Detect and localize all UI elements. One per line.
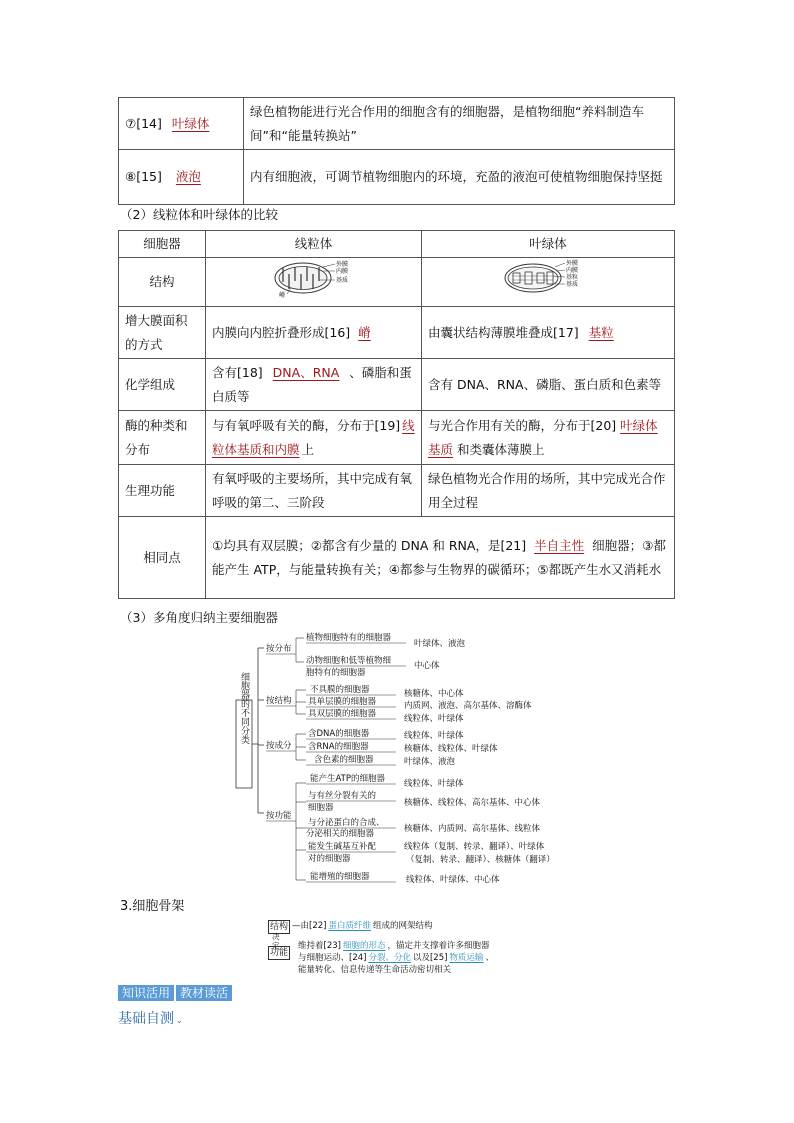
mito-cell: 内膜向内腔折叠形成[16] 嵴 (206, 307, 422, 359)
chevron-down-icon: ⌄ (176, 1016, 183, 1025)
leaf-label: 含RNA的细胞器 (308, 742, 369, 752)
function-tag: 功能 (270, 948, 289, 958)
label-outer: 外膜 (566, 260, 579, 267)
leaf-label: 不具膜的细胞器 (310, 685, 370, 695)
organelle-classification-tree (230, 628, 590, 890)
label-stroma: 基质 (566, 281, 579, 288)
leaf-label: 植物细胞特有的细胞器 (306, 633, 392, 643)
leaf-value: 线粒体、叶绿体 (404, 714, 464, 724)
answer-blank: 嵴 (358, 324, 371, 340)
section-title: 3.细胞骨架 (120, 899, 185, 914)
mito-cell: 与有氧呼吸有关的酶，分布于[19] 线粒体基质和内膜 上 (206, 411, 422, 465)
structure-tag: 结构 (270, 922, 289, 932)
label-inner: 内膜 (566, 267, 579, 274)
row-label: 结构 (119, 258, 206, 307)
answer-blank: 半自主性 (534, 537, 585, 553)
mitochondrion-diagram-cell (206, 258, 422, 307)
leaf-label: 对的细胞器 (308, 854, 351, 864)
table-row (119, 258, 675, 307)
table-row (119, 411, 675, 465)
chloroplast-diagram (503, 258, 593, 298)
decide-label: 决定 (272, 932, 280, 950)
leaf-label: 分泌相关的细胞器 (306, 829, 375, 839)
leaf-label: 与分泌蛋白的合成、 (308, 818, 385, 828)
label-cristae: 嵴 (278, 292, 285, 298)
chloro-cell: 由囊状结构薄膜堆叠成[17] 基粒 (422, 307, 675, 359)
leaf-value: 叶绿体、液泡 (404, 757, 456, 767)
leaf-label: 含DNA的细胞器 (308, 729, 370, 739)
header-cell: 叶绿体 (422, 231, 675, 258)
label-outer: 外膜 (335, 261, 348, 268)
leaf-label: 含色素的细胞器 (314, 755, 374, 765)
answer-blank: 线粒体基质和内膜 (212, 417, 415, 457)
cyto-line-1: —由[22] 蛋白质纤维 组成的网架结构 (292, 921, 433, 931)
answer-blank: 叶绿体 (171, 115, 210, 131)
table-row (119, 517, 675, 599)
row-label: 化学组成 (119, 359, 206, 411)
row-label: ⑧[15] 液泡 (119, 150, 244, 205)
answer-blank: 分裂、分化 (368, 953, 411, 963)
table-row (119, 465, 675, 517)
label-inner: 内膜 (335, 268, 348, 275)
chloro-cell: 含有 DNA、RNA、磷脂、蛋白质和色素等 (422, 359, 675, 411)
leaf-label: 细胞器 (308, 803, 334, 813)
row-label: ⑦[14] 叶绿体 (119, 98, 244, 150)
answer-blank: 细胞的形态 (342, 941, 386, 951)
row-label: 生理功能 (119, 465, 206, 517)
leaf-label: 能增殖的细胞器 (310, 872, 370, 882)
common-cell: ①均具有双层膜；②都含有少量的 DNA 和 RNA，是[21] 半自主性 细胞器；③都能产生 ATP，与能量转换有关；④都参与生物界的碳循环；⑤都既产生水又消耗水 (206, 517, 675, 599)
mitochondrion-diagram (269, 258, 359, 298)
label-matrix: 基质 (335, 277, 348, 284)
cyto-line-2: 维持着[23] 细胞的形态 ，锚定并支撑着许多细胞器 (298, 941, 490, 951)
branch-label: 按功能 (266, 811, 292, 821)
leaf-value: 核糖体、内质网、高尔基体、线粒体 (404, 824, 541, 834)
cyto-line-3: 与细胞运动、[24] 分裂、分化 以及[25] 物质运输 、 (298, 953, 494, 963)
chloroplast-diagram-cell (422, 258, 675, 307)
branch-label: 按成分 (266, 741, 292, 751)
cyto-line-4: 能量转化、信息传递等生命活动密切相关 (298, 965, 452, 975)
branch-label: 按结构 (266, 696, 292, 706)
answer-blank: 基粒 (588, 324, 614, 340)
answer-blank: 蛋白质纤维 (328, 921, 371, 931)
leaf-label: 具双层膜的细胞器 (308, 709, 377, 719)
row-label: 酶的种类和分布 (119, 411, 206, 465)
table-header-row (119, 231, 675, 258)
leaf-value: 线粒体（复制、转录、翻译）、叶绿体 (404, 842, 545, 852)
section-caption: （3）多角度归纳主要细胞器 (120, 610, 278, 625)
section-caption: （2）线粒体和叶绿体的比较 (120, 207, 278, 222)
leaf-label: 与有丝分裂有关的 (308, 791, 377, 801)
table-row (119, 98, 675, 150)
cytoskeleton-diagram (268, 918, 588, 980)
leaf-value: 核糖体、线粒体、叶绿体 (404, 744, 498, 754)
header-cell: 线粒体 (206, 231, 422, 258)
row-label: 增大膜面积的方式 (119, 307, 206, 359)
row-description: 绿色植物能进行光合作用的细胞含有的细胞器，是植物细胞“养料制造车间”和“能量转换站” (244, 98, 675, 150)
leaf-label: 动物细胞和低等植物细 (306, 656, 392, 666)
tag-knowledge: 知识活用 (118, 985, 174, 1001)
leaf-value: 核糖体、线粒体、高尔基体、中心体 (404, 798, 541, 808)
answer-blank: DNA、RNA (272, 364, 340, 380)
knowledge-tags (118, 985, 234, 1001)
leaf-label: 能产生ATP的细胞器 (310, 774, 385, 784)
chloro-cell: 绿色植物光合作用的场所，其中完成光合作用全过程 (422, 465, 675, 517)
leaf-value: 中心体 (414, 661, 440, 671)
leaf-value: 核糖体、中心体 (404, 689, 464, 699)
answer-blank: 物质运输 (449, 953, 484, 963)
mito-cell: 含有[18] DNA、RNA 、磷脂和蛋白质等 (206, 359, 422, 411)
organelle-table-continued (118, 97, 675, 205)
root-label: 细胞器的不同分类 (239, 672, 249, 744)
leaf-label: 能发生碱基互补配 (308, 842, 377, 852)
leaf-value: 内质网、液泡、高尔基体、溶酶体 (404, 701, 532, 711)
table-row (119, 150, 675, 205)
label-grana: 基粒 (566, 274, 579, 281)
header-cell: 细胞器 (119, 231, 206, 258)
mito-cell: 有氧呼吸的主要场所，其中完成有氧呼吸的第二、三阶段 (206, 465, 422, 517)
self-test-heading: 基础自测 ⌄ (118, 1011, 183, 1027)
row-description: 内有细胞液，可调节植物细胞内的环境，充盈的液泡可使植物细胞保持坚挺 (244, 150, 675, 205)
leaf-label: 胞特有的细胞器 (306, 668, 366, 678)
leaf-value: 线粒体、叶绿体 (404, 731, 464, 741)
leaf-value: 线粒体、叶绿体 (404, 779, 464, 789)
branch-label: 按分布 (266, 644, 292, 654)
tag-textbook: 教材读活 (176, 985, 232, 1001)
leaf-label: 具单层膜的细胞器 (308, 697, 377, 707)
leaf-value: （复制、转录、翻译）、核糖体（翻译） (406, 855, 555, 865)
chloro-cell: 与光合作用有关的酶，分布于[20] 叶绿体基质 和类囊体薄膜上 (422, 411, 675, 465)
row-label: 相同点 (119, 517, 206, 599)
leaf-value: 叶绿体、液泡 (414, 639, 466, 649)
table-row (119, 307, 675, 359)
answer-blank: 液泡 (175, 169, 201, 184)
table-row (119, 359, 675, 411)
leaf-value: 线粒体、叶绿体、中心体 (406, 875, 500, 885)
mito-chloro-comparison-table (118, 230, 675, 599)
answer-blank: 叶绿体基质 (428, 417, 658, 457)
